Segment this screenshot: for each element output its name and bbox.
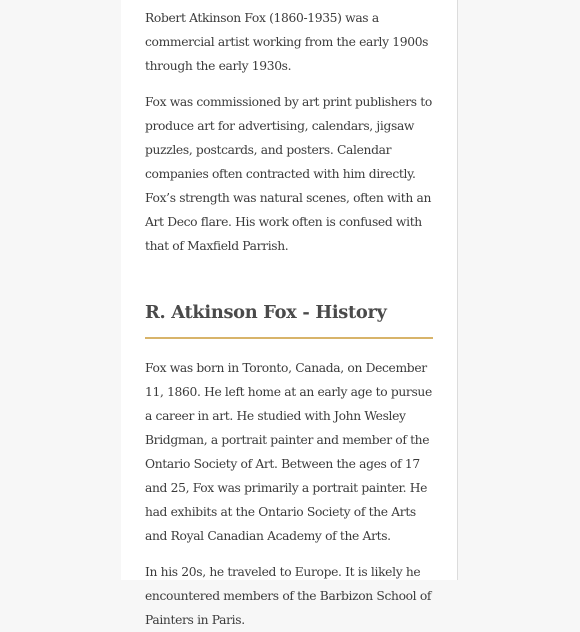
history-paragraph-2: In his 20s, he traveled to Europe. It is likely he encountered members of the Barbizon School of Painters in Paris. <box>145 565 432 627</box>
article-card <box>121 0 458 627</box>
section-heading-history: R. Atkinson Fox - History <box>145 299 433 339</box>
article-body <box>145 6 433 632</box>
history-paragraph-1: Fox was born in Toronto, Canada, on December 11, 1860. He left home at an early age to pursue a career in art. He studied with John Wesley Bridgman, a portrait painter and member of the Ontario Society of Art. Between the ages of 17 and 25, Fox was primarily a portrait painter. He had exhibits at the Ontario Society of the Arts and Royal Canadian Academy of the Arts. <box>145 361 432 543</box>
history-section <box>145 356 433 632</box>
intro-paragraph-1: Robert Atkinson Fox (1860-1935) was a commercial artist working from the early 1900s through the early 1930s. <box>145 11 429 73</box>
intro-paragraph-2: Fox was commissioned by art print publishers to produce art for advertising, calendars, jigsaw puzzles, postcards, and posters. Calendar companies often contracted with him directly. Fox’s strength was natural scenes, often with an Art Deco flare. His work often is confused with that of Maxfield Parrish. <box>145 95 432 253</box>
